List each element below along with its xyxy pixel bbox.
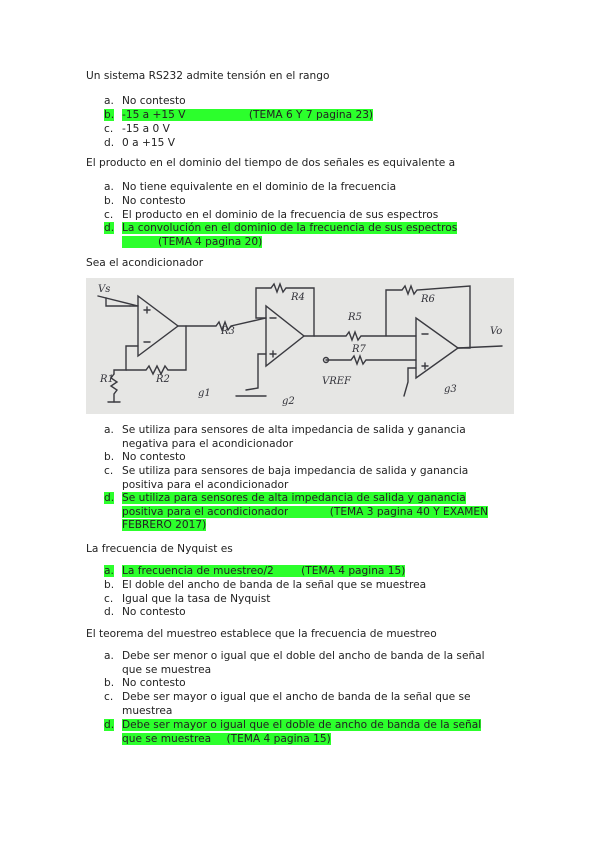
q1-answer-note: (TEMA 6 Y 7 pagina 23)	[248, 109, 374, 121]
label-g2: g2	[282, 396, 295, 407]
label-r2: R2	[156, 374, 170, 385]
question-2-prompt: El producto en el dominio del tiempo de dos señales es equivalente a	[86, 157, 456, 169]
question-5-prompt: El teorema del muestreo establece que la frecuencia de muestreo	[86, 628, 437, 640]
label-r7: R7	[352, 344, 366, 355]
question-4-prompt: La frecuencia de Nyquist es	[86, 543, 233, 555]
q3-answer-note-2: FEBRERO 2017)	[122, 519, 207, 532]
q5-answer-note: (TEMA 4 pagina 15)	[226, 732, 331, 745]
label-r4: R4	[291, 292, 305, 303]
q4-answer-note: (TEMA 4 pagina 15)	[301, 565, 406, 577]
label-r5: R5	[348, 312, 362, 323]
label-vref: VREF	[322, 376, 351, 387]
label-g3: g3	[444, 384, 457, 395]
question-1-prompt: Un sistema RS232 admite tensión en el rango	[86, 70, 330, 82]
label-vo: Vo	[490, 326, 503, 337]
q3-answer-note: (TEMA 3 pagina 40 Y EXAMEN	[329, 505, 488, 518]
circuit-photo	[86, 278, 514, 414]
label-g1: g1	[198, 388, 211, 399]
label-r6: R6	[421, 294, 435, 305]
label-r1: R1	[100, 374, 114, 385]
q2-answer-note: (TEMA 4 pagina 20)	[122, 236, 262, 248]
label-vs: Vs	[98, 284, 111, 295]
label-r3: R3	[221, 326, 235, 337]
question-3-prompt: Sea el acondicionador	[86, 257, 204, 269]
